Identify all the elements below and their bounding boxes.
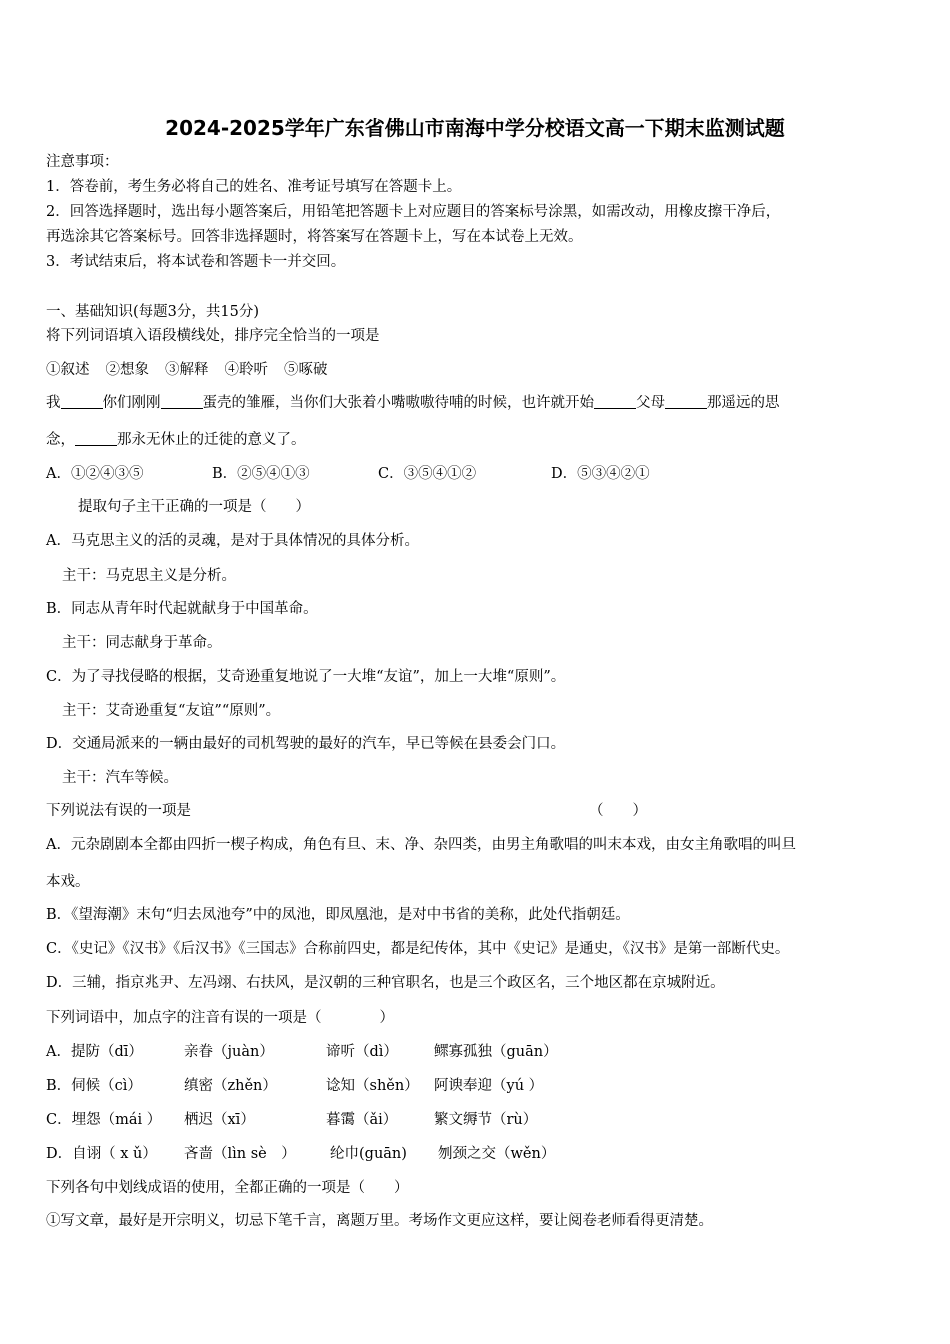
question-stem: 将下列词语填入语段横线处，排序完全恰当的一项是 xyxy=(46,328,380,344)
option-item: 暮霭（ǎi） xyxy=(326,1112,398,1128)
option-row xyxy=(46,1042,916,1062)
option-item: 鳏寡孤独（guān） xyxy=(434,1044,558,1060)
question-stem: 提取句子主干正确的一项是（ ） xyxy=(78,499,310,515)
passage-segment: 父母 xyxy=(636,395,665,411)
option-item: A．提防（dī） xyxy=(46,1044,143,1060)
option-b: B．②⑤④①③ xyxy=(212,466,310,482)
option-a: A．马克思主义的活的灵魂，是对于具体情况的具体分析。 xyxy=(46,533,419,549)
option-note: 主干：同志献身于革命。 xyxy=(62,635,222,651)
passage-segment: 蛋壳的雏雁，当你们大张着小嘴嗷嗷待哺的时候，也许就开始 xyxy=(202,395,594,411)
notice-item: 1．答卷前，考生务必将自己的姓名、准考证号填写在答题卡上。 xyxy=(46,179,462,195)
option-item: B．伺候（cì） xyxy=(46,1078,142,1094)
question-stem-text: 下列说法有误的一项是 xyxy=(46,803,191,819)
option-d: D．三辅，指京兆尹、左冯翊、右扶风，是汉朝的三种官职名，也是三个政区名，三个地区都在京城附近。 xyxy=(46,975,725,991)
option-row xyxy=(46,1076,916,1096)
option-c: C．《史记》《汉书》《后汉书》《三国志》合称前四史，都是纪传体，其中《史记》是通史，《汉书》是第一部断代史。 xyxy=(46,941,790,957)
option-a: A．①②④③⑤ xyxy=(46,466,144,482)
fill-blank xyxy=(61,394,103,409)
passage-segment: 那永无休止的迁徙的意义了。 xyxy=(117,432,306,448)
option-a-continued: 本戏。 xyxy=(46,874,90,890)
fill-blank xyxy=(665,394,707,409)
passage-segment: 我 xyxy=(46,395,61,411)
option-item: 缜密（zhěn） xyxy=(184,1078,277,1094)
fill-passage xyxy=(46,430,916,450)
notice-heading: 注意事项： xyxy=(46,154,119,170)
notice-item: 2．回答选择题时，选出每小题答案后，用铅笔把答题卡上对应题目的答案标号涂黑，如需改动，用橡皮擦干净后， xyxy=(46,204,781,220)
question-stem xyxy=(46,801,916,821)
option-note: 主干：艾奇逊重复“友谊”“原则”。 xyxy=(62,703,281,719)
option-a: A．元杂剧剧本全都由四折一楔子构成，角色有旦、末、净、杂四类，由男主角歌唱的叫末本戏，由女主角歌唱的叫旦 xyxy=(46,837,796,853)
question-stem: 下列各句中划线成语的使用，全都正确的一项是（ ） xyxy=(46,1180,409,1196)
option-item: 刎颈之交（wěn） xyxy=(438,1146,556,1162)
option-c: C．为了寻找侵略的根据，艾奇逊重复地说了一大堆“友谊”，加上一大堆“原则”。 xyxy=(46,669,566,685)
page-title: 2024-2025学年广东省佛山市南海中学分校语文高一下期末监测试题 xyxy=(165,116,785,140)
option-item: 吝啬（lìn sè ） xyxy=(184,1146,296,1162)
passage-segment: 你们刚刚 xyxy=(102,395,161,411)
option-item: 阿谀奉迎（yú ） xyxy=(434,1078,544,1094)
option-c: C．③⑤④①② xyxy=(378,466,477,482)
option-item: 谂知（shěn） xyxy=(326,1078,419,1094)
fill-blank xyxy=(161,394,203,409)
option-b: B．同志从青年时代起就献身于中国革命。 xyxy=(46,601,318,617)
option-item: 亲眷（juàn） xyxy=(184,1044,274,1060)
word-item: ③解释 xyxy=(165,362,209,378)
option-row xyxy=(46,1144,916,1164)
passage-segment: 念， xyxy=(46,432,75,448)
option-item: 繁文缛节（rù） xyxy=(434,1112,538,1128)
answer-paren: （ ） xyxy=(589,803,647,819)
word-item: ④聆听 xyxy=(224,362,268,378)
word-list xyxy=(46,360,916,380)
option-d: D．⑤③④②① xyxy=(551,466,650,482)
section-heading: 一、基础知识(每题3分，共15分) xyxy=(46,304,259,320)
fill-blank xyxy=(75,431,117,446)
option-b: B．《望海潮》末句“归去凤池夸”中的凤池，即凤凰池，是对中书省的美称，此处代指朝廷。 xyxy=(46,907,630,923)
answer-options xyxy=(46,464,916,484)
option-item: 纶巾(guān) xyxy=(330,1146,407,1162)
option-row xyxy=(46,1110,916,1130)
fill-passage xyxy=(46,393,916,413)
word-item: ①叙述 xyxy=(46,362,90,378)
passage-segment: 那遥远的思 xyxy=(707,395,780,411)
question-stem: 下列词语中，加点字的注音有误的一项是（ ） xyxy=(46,1010,394,1026)
option-item: D．自诩（ x ǔ） xyxy=(46,1146,157,1162)
sentence-item: ①写文章，最好是开宗明义，切忌下笔千言，离题万里。考场作文更应这样，要让阅卷老师看得更清楚。 xyxy=(46,1213,713,1229)
option-item: 谛听（dì） xyxy=(326,1044,398,1060)
notice-item: 再选涂其它答案标号。回答非选择题时，将答案写在答题卡上，写在本试卷上无效。 xyxy=(46,229,583,245)
option-item: C．埋怨（mái ） xyxy=(46,1112,162,1128)
option-note: 主干：汽车等候。 xyxy=(62,770,178,786)
word-item: ②想象 xyxy=(105,362,149,378)
word-item: ⑤啄破 xyxy=(284,362,328,378)
option-d: D．交通局派来的一辆由最好的司机驾驶的最好的汽车，早已等候在县委会门口。 xyxy=(46,736,566,752)
option-item: 栖迟（xī） xyxy=(184,1112,255,1128)
fill-blank xyxy=(594,394,636,409)
option-note: 主干：马克思主义是分析。 xyxy=(62,568,236,584)
notice-item: 3．考试结束后，将本试卷和答题卡一并交回。 xyxy=(46,254,346,270)
